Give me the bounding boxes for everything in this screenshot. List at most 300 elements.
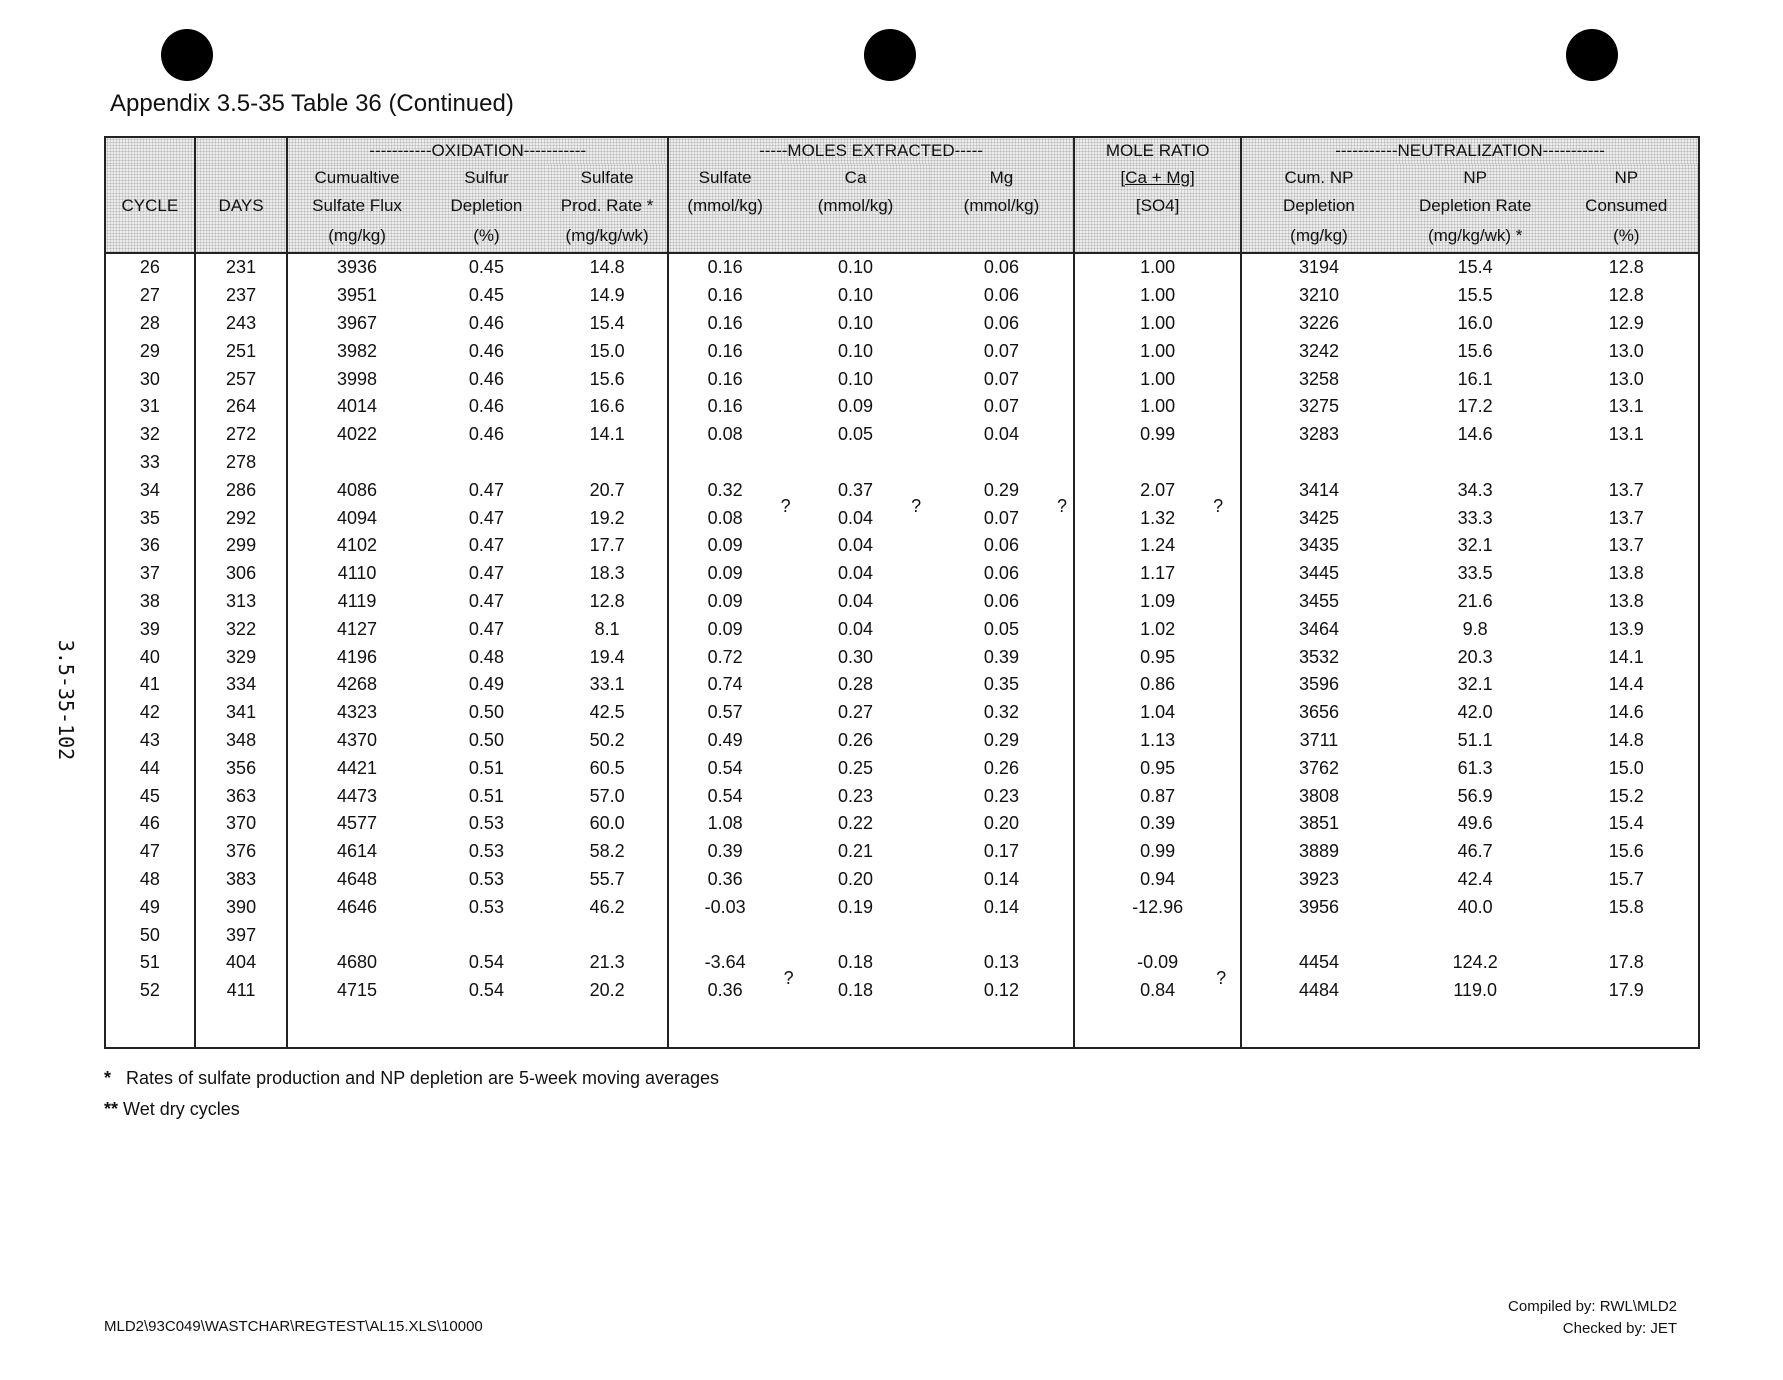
cell-so4 — [668, 253, 781, 282]
cell-ca-value: 0.19 — [838, 896, 874, 917]
cell-srate — [547, 643, 668, 671]
cell-ratio — [1074, 810, 1241, 838]
cell-ca-value: 0.09 — [838, 396, 874, 417]
cell-cnp — [1241, 476, 1396, 504]
page-title: Appendix 3.5-35 Table 36 (Continued) — [110, 90, 514, 117]
cell-ca — [781, 810, 929, 838]
cell-flux-value: 4614 — [337, 841, 378, 862]
cell-nprate — [1396, 560, 1555, 588]
cell-sdep — [426, 671, 548, 699]
cell-days-value: 322 — [226, 618, 257, 639]
cell-ratio — [1074, 921, 1241, 949]
cell-srate — [547, 421, 668, 449]
cell-days — [195, 727, 288, 755]
cell-cycle — [105, 532, 195, 560]
cell-nprate-value: 15.6 — [1457, 340, 1493, 361]
cell-cycle-value: 41 — [139, 674, 160, 695]
cell-cnp — [1241, 866, 1396, 894]
cell-so4 — [668, 504, 781, 532]
cell-sdep-value: 0.53 — [468, 896, 504, 917]
cell-npc-value: 13.7 — [1608, 535, 1644, 556]
cell-flux — [287, 337, 425, 365]
cell-cnp-value: 3889 — [1298, 841, 1339, 862]
table-row — [105, 365, 1699, 393]
cell-sdep — [426, 615, 548, 643]
cell-nprate-value: 14.6 — [1457, 424, 1493, 445]
cell-cycle-value: 39 — [139, 618, 160, 639]
cell-mg-value: 0.06 — [983, 563, 1019, 584]
footnote-wetdry-text: Wet dry cycles — [123, 1099, 240, 1119]
cnp-header-unit: (mg/kg) — [1241, 220, 1396, 253]
page-number-side: 3.5-35-102 — [54, 639, 78, 761]
cell-sdep-value: 0.49 — [468, 674, 504, 695]
cell-cycle — [105, 838, 195, 866]
cell-npc-value: 15.4 — [1608, 813, 1644, 834]
cell-nprate-value: 15.4 — [1457, 257, 1493, 278]
cell-flux-value: 4110 — [337, 563, 377, 584]
cell-so4 — [668, 754, 781, 782]
table-row — [105, 253, 1699, 282]
cell-cnp — [1241, 282, 1396, 310]
cell-ca — [781, 699, 929, 727]
cell-cycle-value: 48 — [139, 868, 160, 889]
cell-srate-value: 58.2 — [589, 841, 625, 862]
srate-header-l2: Prod. Rate * — [547, 192, 668, 220]
cell-cycle-value: 28 — [139, 312, 160, 333]
cell-sdep-value: 0.48 — [468, 646, 504, 667]
cell-mg-value: 0.14 — [983, 896, 1019, 917]
npc-header-l1: NP — [1555, 164, 1699, 192]
cell-nprate-value: 42.0 — [1457, 702, 1493, 723]
cell-days — [195, 365, 288, 393]
cell-flux-value: 4323 — [337, 702, 378, 723]
cell-npc-value: 13.0 — [1608, 340, 1644, 361]
cell-npc — [1555, 977, 1699, 1005]
cell-ratio — [1074, 893, 1241, 921]
cell-srate-value: 20.7 — [589, 479, 625, 500]
cell-npc-value: 12.8 — [1608, 257, 1644, 278]
table-row — [105, 643, 1699, 671]
cell-npc — [1555, 421, 1699, 449]
cell-ca-value: 0.25 — [838, 757, 874, 778]
binder-hole-right — [1566, 29, 1618, 81]
cell-mg-value: 0.29 — [983, 729, 1019, 750]
cell-sdep — [426, 921, 548, 949]
cell-so4-value: 0.54 — [707, 757, 743, 778]
cell-empty — [781, 1005, 929, 1048]
cell-mg — [930, 476, 1074, 516]
cell-ratio — [1074, 782, 1241, 810]
cell-flux-value: 4473 — [337, 785, 378, 806]
cell-days — [195, 782, 288, 810]
cell-cnp — [1241, 421, 1396, 449]
cell-sdep-value: 0.53 — [468, 813, 504, 834]
cell-days-value: 278 — [226, 451, 257, 472]
cell-sdep-value: 0.51 — [468, 785, 504, 806]
cell-mg — [930, 754, 1074, 782]
mg-header-l2: (mmol/kg) — [930, 192, 1074, 220]
cell-nprate — [1396, 727, 1555, 755]
cell-empty — [1074, 1005, 1241, 1048]
nprate-header-unit: (mg/kg/wk) * — [1396, 220, 1555, 253]
cell-nprate — [1396, 921, 1555, 949]
cell-empty — [426, 1005, 548, 1048]
cell-nprate-value: 34.3 — [1457, 479, 1493, 500]
cell-cycle-value: 49 — [139, 896, 160, 917]
cell-so4 — [668, 393, 781, 421]
cell-mg — [930, 671, 1074, 699]
cell-cnp-value: 3210 — [1298, 285, 1339, 306]
cell-nprate — [1396, 810, 1555, 838]
cell-cycle-value: 47 — [139, 841, 160, 862]
cell-sdep-value: 0.47 — [468, 590, 504, 611]
cell-sdep-value: 0.47 — [468, 618, 504, 639]
cell-mg — [930, 893, 1074, 921]
cell-cycle — [105, 866, 195, 894]
cell-days — [195, 754, 288, 782]
cell-so4 — [668, 282, 781, 310]
cell-ratio-value: 1.09 — [1140, 590, 1176, 611]
cell-npc-value: 15.6 — [1608, 841, 1644, 862]
cell-sdep — [426, 893, 548, 921]
cell-ratio — [1074, 866, 1241, 894]
cell-srate-value: 15.4 — [589, 312, 625, 333]
cell-ca — [781, 476, 929, 516]
cell-ratio — [1074, 949, 1241, 989]
cell-sdep-value: 0.45 — [468, 285, 504, 306]
cell-srate — [547, 782, 668, 810]
cell-nprate-value: 124.2 — [1452, 952, 1498, 973]
cell-so4-value: -0.03 — [704, 896, 746, 917]
cell-cycle — [105, 253, 195, 282]
cell-days — [195, 921, 288, 949]
cell-sdep — [426, 310, 548, 338]
cell-npc-value: 13.7 — [1608, 507, 1644, 528]
cell-cycle-value: 50 — [139, 924, 160, 945]
cell-mg-value: 0.26 — [983, 757, 1019, 778]
cell-days — [195, 949, 288, 977]
cell-days — [195, 476, 288, 504]
cell-days — [195, 560, 288, 588]
cell-mg-value: 0.06 — [983, 312, 1019, 333]
cell-sdep-value: 0.46 — [468, 424, 504, 445]
cell-cnp — [1241, 838, 1396, 866]
cell-flux-value: 4196 — [337, 646, 378, 667]
cell-flux-value: 3967 — [337, 312, 378, 333]
cell-flux — [287, 476, 425, 504]
cell-srate — [547, 253, 668, 282]
cell-cnp — [1241, 810, 1396, 838]
cell-mg — [930, 337, 1074, 365]
cell-mg-value: 0.17 — [983, 841, 1019, 862]
cell-cycle — [105, 977, 195, 1005]
cell-npc — [1555, 337, 1699, 365]
cell-flux — [287, 365, 425, 393]
cell-srate — [547, 393, 668, 421]
cell-empty — [287, 1005, 425, 1048]
cnp-header-l2: Depletion — [1241, 192, 1396, 220]
cell-nprate — [1396, 671, 1555, 699]
cell-npc — [1555, 504, 1699, 532]
cell-cycle — [105, 893, 195, 921]
cell-nprate — [1396, 838, 1555, 866]
cell-so4 — [668, 838, 781, 866]
binder-hole-center — [864, 29, 916, 81]
cell-ca-value: 0.04 — [838, 590, 874, 611]
cell-mg-flag: ? — [1056, 495, 1067, 516]
cell-srate — [547, 588, 668, 616]
cell-days-value: 356 — [226, 757, 257, 778]
cell-srate-value: 42.5 — [589, 702, 625, 723]
cell-ratio-value: -12.96 — [1132, 896, 1184, 917]
cell-ca — [781, 671, 929, 699]
cell-srate-value: 60.0 — [589, 813, 625, 834]
cell-days-value: 306 — [226, 563, 257, 584]
cell-ratio-value: 1.00 — [1140, 257, 1176, 278]
cell-ratio-value: 0.95 — [1140, 646, 1176, 667]
cell-ratio — [1074, 643, 1241, 671]
cell-npc — [1555, 476, 1699, 504]
cell-npc-value: 13.7 — [1608, 479, 1644, 500]
cell-srate — [547, 866, 668, 894]
cell-srate-value: 15.6 — [589, 368, 625, 389]
ratio-header-denominator: [SO4] — [1074, 192, 1241, 220]
table-row — [105, 671, 1699, 699]
cell-cycle — [105, 754, 195, 782]
cell-ca-value: 0.10 — [838, 285, 874, 306]
cell-so4 — [668, 810, 781, 838]
cell-so4 — [668, 421, 781, 449]
cell-mg — [930, 560, 1074, 588]
table-row — [105, 588, 1699, 616]
cell-so4 — [668, 977, 781, 1005]
cell-npc — [1555, 754, 1699, 782]
cell-sdep — [426, 421, 548, 449]
cell-so4-value: 0.36 — [707, 980, 743, 1001]
cell-nprate — [1396, 977, 1555, 1005]
cell-empty — [668, 1005, 781, 1048]
cell-srate-value: 19.2 — [589, 507, 625, 528]
cell-cnp-value: 3445 — [1298, 563, 1339, 584]
cell-sdep-value: 0.47 — [468, 563, 504, 584]
cell-cnp-value: 3226 — [1298, 312, 1339, 333]
cell-sdep-value: 0.54 — [468, 980, 504, 1001]
cell-npc-value: 14.1 — [1608, 646, 1644, 667]
cell-npc-value: 14.8 — [1608, 729, 1644, 750]
cell-ratio-value: 1.13 — [1140, 729, 1176, 750]
cell-so4-value: 0.54 — [707, 785, 743, 806]
cell-mg-value: 0.07 — [983, 340, 1019, 361]
cell-so4-flag: ? — [783, 968, 794, 989]
cell-so4 — [668, 921, 781, 949]
cell-ratio-value: 1.04 — [1140, 702, 1176, 723]
cell-ratio — [1074, 449, 1241, 477]
cell-cnp — [1241, 754, 1396, 782]
cell-mg-value: 0.06 — [983, 285, 1019, 306]
cell-ca-value: 0.05 — [838, 424, 874, 445]
cell-nprate — [1396, 588, 1555, 616]
cell-ca — [781, 393, 929, 421]
cell-nprate — [1396, 782, 1555, 810]
cell-srate — [547, 504, 668, 532]
cell-nprate-value: 20.3 — [1457, 646, 1493, 667]
cell-cnp — [1241, 449, 1396, 477]
cell-cycle-value: 38 — [139, 590, 160, 611]
cell-flux — [287, 782, 425, 810]
cell-ca-value: 0.21 — [838, 841, 874, 862]
cell-cycle-value: 34 — [139, 479, 160, 500]
cell-mg-value: 0.39 — [983, 646, 1019, 667]
cell-empty — [105, 1005, 195, 1048]
table-body — [105, 253, 1699, 1048]
cell-sdep-value: 0.47 — [468, 507, 504, 528]
cell-sdep — [426, 504, 548, 532]
cell-mg-value: 0.14 — [983, 868, 1019, 889]
cell-npc-value: 14.6 — [1608, 702, 1644, 723]
cell-mg — [930, 393, 1074, 421]
cell-srate-value: 14.1 — [589, 424, 625, 445]
cell-ratio-value: 0.84 — [1140, 980, 1176, 1001]
cell-flux — [287, 921, 425, 949]
cell-srate-value: 20.2 — [589, 980, 625, 1001]
cell-ratio-value: 1.00 — [1140, 340, 1176, 361]
cell-mg — [930, 588, 1074, 616]
cell-sdep — [426, 838, 548, 866]
cell-flux-value: 4127 — [337, 618, 378, 639]
cell-so4-value: 0.16 — [707, 285, 743, 306]
cell-sdep — [426, 476, 548, 504]
cell-flux — [287, 754, 425, 782]
cell-ca-value: 0.20 — [838, 868, 874, 889]
cell-ratio — [1074, 838, 1241, 866]
table-row — [105, 977, 1699, 1005]
cell-days-value: 243 — [226, 312, 257, 333]
cell-days-value: 376 — [226, 841, 257, 862]
cell-days-value: 348 — [226, 729, 257, 750]
cell-days-value: 264 — [226, 396, 257, 417]
cell-cnp — [1241, 393, 1396, 421]
cell-empty — [930, 1005, 1074, 1048]
cell-sdep — [426, 365, 548, 393]
cell-sdep — [426, 699, 548, 727]
cell-ca — [781, 282, 929, 310]
cell-so4-value: 0.72 — [707, 646, 743, 667]
cell-ratio-value: 1.00 — [1140, 368, 1176, 389]
cell-npc — [1555, 615, 1699, 643]
cell-flux-value: 4646 — [337, 896, 378, 917]
cell-cycle — [105, 782, 195, 810]
cell-cnp-value: 3808 — [1298, 785, 1339, 806]
cell-mg-value: 0.35 — [983, 674, 1019, 695]
cell-flux — [287, 699, 425, 727]
cell-cycle — [105, 421, 195, 449]
cell-cnp-value: 3923 — [1298, 868, 1339, 889]
cell-srate — [547, 727, 668, 755]
table-row — [105, 615, 1699, 643]
cell-cycle-value: 31 — [139, 396, 160, 417]
cell-ca-value: 0.18 — [838, 952, 874, 973]
cell-so4-value: 0.16 — [707, 368, 743, 389]
cell-cnp — [1241, 615, 1396, 643]
cell-ca-value: 0.26 — [838, 729, 874, 750]
cell-days-value: 411 — [226, 980, 256, 1001]
cell-sdep — [426, 282, 548, 310]
cell-ratio — [1074, 337, 1241, 365]
cell-npc-value: 13.1 — [1608, 424, 1644, 445]
cell-cnp-value: 3275 — [1298, 396, 1339, 417]
cell-flux-value: 4086 — [337, 479, 378, 500]
flux-header-l1: Cumualtive — [287, 164, 425, 192]
cell-cnp — [1241, 504, 1396, 532]
cell-npc-value: 15.7 — [1608, 868, 1644, 889]
cell-days-value: 390 — [226, 896, 257, 917]
cell-nprate — [1396, 643, 1555, 671]
table-row — [105, 504, 1699, 532]
cell-days — [195, 337, 288, 365]
signoff-block — [1508, 1296, 1677, 1340]
cell-so4-value: 0.16 — [707, 257, 743, 278]
cell-cycle — [105, 365, 195, 393]
cell-flux-value: 3982 — [337, 340, 378, 361]
table-row — [105, 393, 1699, 421]
cell-ca — [781, 921, 929, 949]
cell-ratio — [1074, 282, 1241, 310]
cell-mg-value: 0.04 — [983, 424, 1019, 445]
cell-ratio — [1074, 365, 1241, 393]
cell-ca — [781, 782, 929, 810]
cell-days-value: 383 — [226, 868, 257, 889]
cell-so4 — [668, 365, 781, 393]
cell-sdep — [426, 643, 548, 671]
cell-cnp-value: 3425 — [1298, 507, 1339, 528]
cell-cnp-value: 3956 — [1298, 896, 1339, 917]
cell-cnp — [1241, 699, 1396, 727]
nprate-header-l1: NP — [1396, 164, 1555, 192]
cell-flux-value: 4094 — [337, 507, 378, 528]
table-row — [105, 754, 1699, 782]
cell-npc-value: 17.8 — [1608, 952, 1644, 973]
cell-nprate-value: 56.9 — [1457, 785, 1493, 806]
cell-so4 — [668, 532, 781, 560]
cell-flux-value: 4268 — [337, 674, 378, 695]
footnote-rates — [104, 1068, 719, 1089]
cell-days-value: 231 — [226, 257, 257, 278]
cell-so4-value: 0.32 — [707, 479, 743, 500]
table-row — [105, 866, 1699, 894]
cell-nprate-value: 32.1 — [1457, 674, 1493, 695]
cell-nprate-value: 21.6 — [1457, 590, 1493, 611]
table-row — [105, 560, 1699, 588]
cell-cnp-value: 3414 — [1298, 479, 1339, 500]
cell-ca — [781, 560, 929, 588]
cell-sdep-value: 0.46 — [468, 368, 504, 389]
npc-header-unit: (%) — [1555, 220, 1699, 253]
cell-ca-value: 0.10 — [838, 368, 874, 389]
cycle-header: CYCLE — [105, 192, 195, 220]
cell-ca — [781, 504, 929, 532]
cell-cnp-value: 3656 — [1298, 702, 1339, 723]
cell-mg — [930, 838, 1074, 866]
cell-cycle — [105, 504, 195, 532]
sdep-header-l2: Depletion — [426, 192, 548, 220]
cell-cycle — [105, 699, 195, 727]
cell-days-value: 341 — [226, 702, 257, 723]
cell-so4-value: 1.08 — [707, 813, 743, 834]
cell-srate-value: 57.0 — [589, 785, 625, 806]
cell-flux — [287, 532, 425, 560]
cell-so4-value: 0.09 — [707, 535, 743, 556]
table-row — [105, 838, 1699, 866]
